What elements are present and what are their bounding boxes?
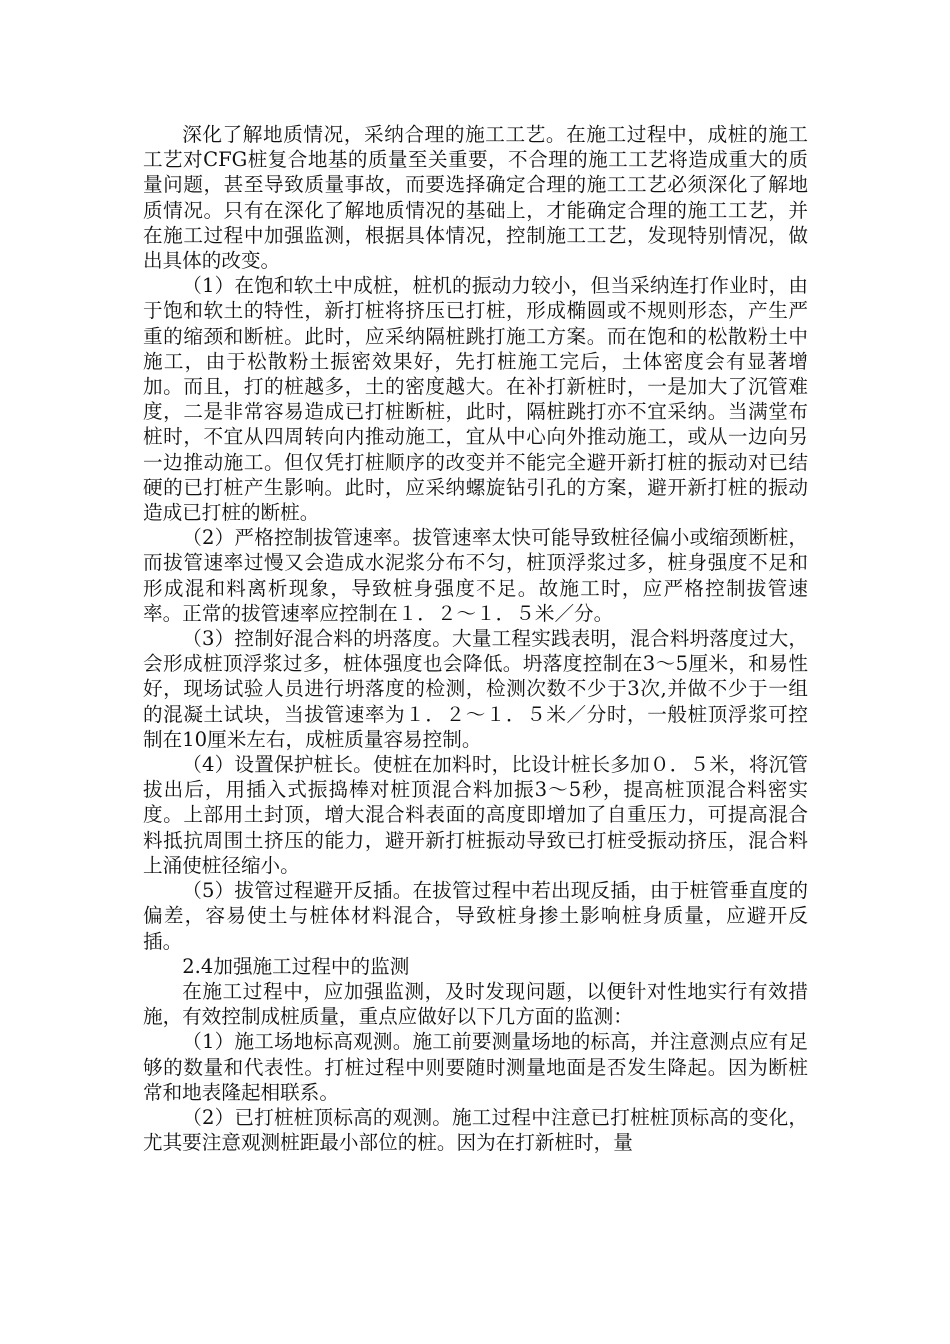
paragraph-item-5: （5）拔管过程避开反插。在拔管过程中若出现反插，由于桩管垂直度的偏差，容易使土与桩体材料混合，导致桩身掺土影响桩身质量，应避开反插。 (143, 879, 808, 953)
paragraph-item-3: （3）控制好混合料的坍落度。大量工程实践表明，混合料坍落度过大，会形成桩顶浮浆过多，桩体强度也会降低。坍落度控制在3～5厘米，和易性好，现场试验人员进行坍落度的检测，检测次数不少于3次,并做不少于一组的混凝土试块，当拔管速率为１．２～１．５米／分时，一般桩顶浮浆可控制在10厘米左右，成桩质量容易控制。 (143, 627, 808, 751)
paragraph-monitoring-1: （1）施工场地标高观测。施工前要测量场地的标高，并注意测点应有足够的数量和代表性。打桩过程中则要随时测量地面是否发生降起。因为断桩常和地表隆起相联系。 (143, 1030, 808, 1104)
document-page (143, 122, 808, 1155)
paragraph-item-4: （4）设置保护桩长。使桩在加料时，比设计桩长多加０．５米，将沉管拔出后，用插入式振捣棒对桩顶混合料加振3～5秒，提高桩顶混合料密实度。上部用土封顶，增大混合料表面的高度即增加了自重压力，可提高混合料抵抗周围土挤压的能力，避开新打桩振动导致已打桩受振动挤压，混合料上涌使桩径缩小。 (143, 753, 808, 877)
section-heading: 2.4加强施工过程中的监测 (182, 954, 410, 978)
paragraph-monitoring-intro: 在施工过程中，应加强监测，及时发现问题，以便针对性地实行有效措施，有效控制成桩质量，重点应做好以下几方面的监测： (143, 979, 808, 1029)
paragraph-monitoring-2: （2）已打桩桩顶标高的观测。施工过程中注意已打桩桩顶标高的变化，尤其要注意观测桩距最小部位的桩。因为在打新桩时，量 (143, 1105, 808, 1155)
paragraph-intro: 深化了解地质情况，采纳合理的施工工艺。在施工过程中，成桩的施工工艺对CFG桩复合地基的质量至关重要，不合理的施工工艺将造成重大的质量问题，甚至导致质量事故，而要选择确定合理的施工工艺必须深化了解地质情况。只有在深化了解地质情况的基础上，才能确定合理的施工工艺，并在施工过程中加强监测，根据具体情况，控制施工工艺，发现特别情况，做出具体的改变。 (143, 123, 808, 273)
paragraph-item-1: （1）在饱和软土中成桩，桩机的振动力较小，但当采纳连打作业时，由于饱和软土的特性，新打桩将挤压已打桩，形成椭圆或不规则形态，产生严重的缩颈和断桩。此时，应采纳隔桩跳打施工方案。而在饱和的松散粉土中施工，由于松散粉土振密效果好，先打桩施工完后，土体密度会有显著增加。而且，打的桩越多，土的密度越大。在补打新桩时，一是加大了沉管难度，二是非常容易造成已打桩断桩，此时，隔桩跳打亦不宜采纳。当满堂布桩时，不宜从四周转向内推动施工，宜从中心向外推动施工，或从一边向另一边推动施工。但仅凭打桩顺序的改变并不能完全避开新打桩的振动对已结硬的已打桩产生影响。此时，应采纳螺旋钻引孔的方案，避开新打桩的振动造成已打桩的断桩。 (143, 274, 808, 525)
paragraph-item-2: （2）严格控制拔管速率。拔管速率太快可能导致桩径偏小或缩颈断桩，而拔管速率过慢又会造成水泥浆分布不匀，桩顶浮浆过多，桩身强度不足和形成混和料离析现象，导致桩身强度不足。故施工时，应严格控制拔管速率。正常的拔管速率应控制在１．２～１．５米／分。 (143, 526, 808, 625)
